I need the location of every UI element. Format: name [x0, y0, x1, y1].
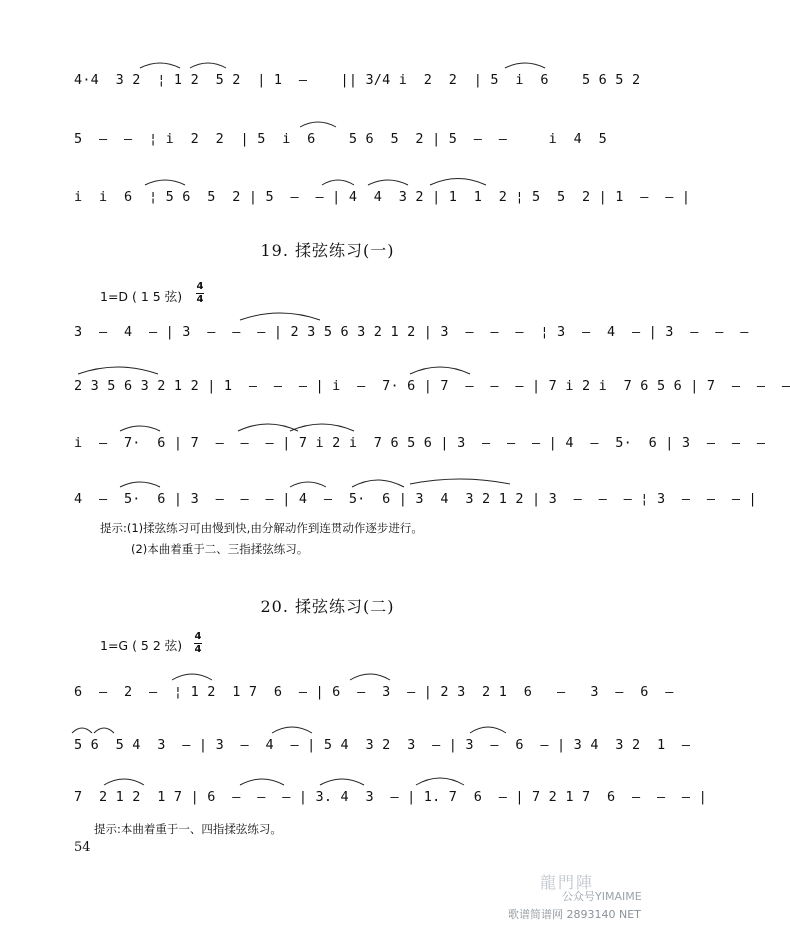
- slur: [78, 367, 158, 374]
- exercise-20-hint: 提示:本曲着重于一、四指揉弦练习。: [94, 822, 282, 836]
- watermark-logo: 龍門陣: [540, 873, 595, 892]
- exercise-20-key: 1=G ( 5 2 弦): [100, 638, 183, 653]
- slur: [240, 313, 320, 320]
- score-line-19-1: 3 – 4 – | 3 – – – | 2 3 5 6 3 2 1 2 | 3 – – – ¦ 3 – 4 – | 3 – – –: [74, 324, 749, 340]
- page-number: 54: [74, 840, 91, 855]
- slur: [352, 480, 404, 487]
- exercise-19-key: 1=D ( 1 5 弦): [100, 289, 183, 304]
- exercise-19-time-signature: [196, 282, 204, 305]
- score-line-top-3: i i 6 ¦ 5 6 5 2 | 5 – – | 4 4 3 2 | 1 1 2 ¦ 5 5 2 | 1 – – |: [74, 189, 691, 205]
- score-line-20-1: 6 – 2 – ¦ 1 2 1 7 6 – | 6 – 3 – | 2 3 2 1 6 – 3 – 6 –: [74, 684, 674, 700]
- score-line-top-2: 5 – – ¦ i 2 2 | 5 i 6 5 6 5 2 | 5 – – i 4 5: [74, 131, 607, 147]
- meter-bottom: 4: [196, 294, 204, 305]
- watermark-line-2: 歌谱简谱网 2893140 NET: [508, 908, 641, 921]
- score-line-19-2: 2 3 5 6 3 2 1 2 | 1 – – – | i – 7· 6 | 7 – – – | 7 i 2 i 7 6 5 6 | 7 – – –: [74, 378, 790, 394]
- score-line-top-1: 4·4 3 2 ¦ 1 2 5 2 | 1 – || 3/4 i 2 2 | 5 i 6 5 6 5 2: [74, 72, 641, 88]
- slur: [416, 778, 464, 785]
- score-line-19-4: 4 – 5· 6 | 3 – – – | 4 – 5· 6 | 3 4 3 2 1 2 | 3 – – – ¦ 3 – – – |: [74, 491, 757, 507]
- exercise-20-title: 20. 揉弦练习(二): [260, 597, 395, 616]
- score-line-19-3: i – 7· 6 | 7 – – – | 7 i 2 i 7 6 5 6 | 3 – – – | 4 – 5· 6 | 3 – – –: [74, 435, 766, 451]
- watermark-line-1: 公众号YIMAIME: [562, 890, 642, 903]
- exercise-19-hint-2: (2)本曲着重于二、三指揉弦练习。: [131, 542, 309, 556]
- slur: [410, 367, 470, 374]
- slur: [238, 424, 298, 431]
- slur: [290, 424, 354, 431]
- exercise-20-time-signature: [194, 632, 202, 655]
- slur: [410, 479, 510, 484]
- meter-top: 4: [196, 281, 204, 292]
- score-line-20-3: 7 2 1 2 1 7 | 6 – – – | 3. 4 3 – | 1. 7 6 – | 7 2 1 7 6 – – – |: [74, 789, 707, 805]
- score-line-20-2: 5 6 5 4 3 – | 3 – 4 – | 5 4 3 2 3 – | 3 – 6 – | 3 4 3 2 1 –: [74, 737, 691, 753]
- exercise-19-title: 19. 揉弦练习(一): [260, 241, 395, 260]
- meter-top: 4: [194, 631, 202, 642]
- exercise-19-hint-1: 提示:(1)揉弦练习可由慢到快,由分解动作到连贯动作逐步进行。: [100, 521, 423, 535]
- meter-bottom: 4: [194, 644, 202, 655]
